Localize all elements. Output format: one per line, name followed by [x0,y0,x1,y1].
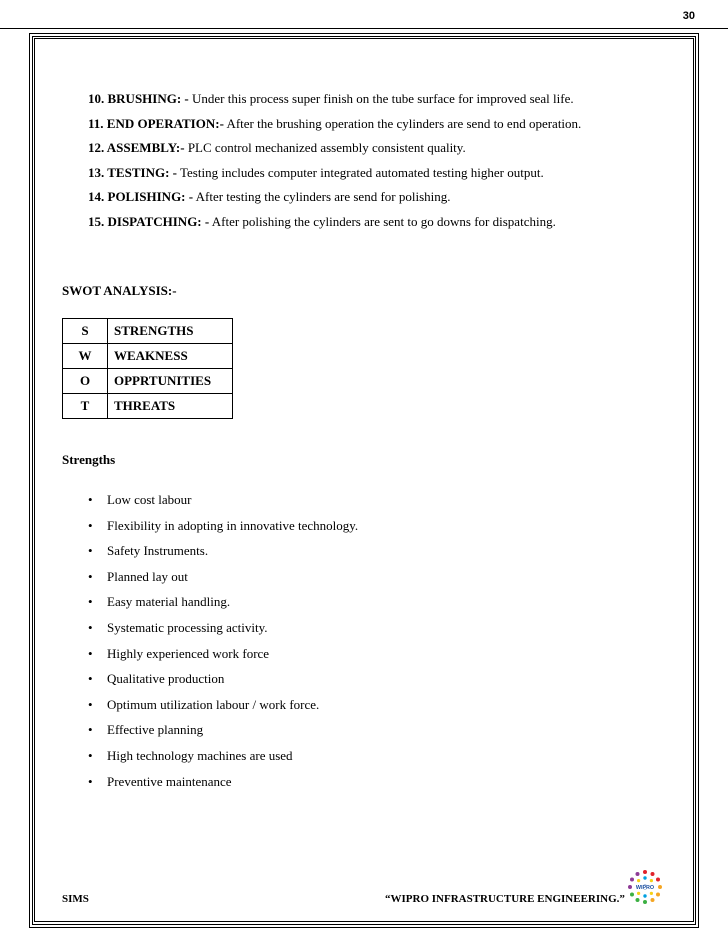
list-item: • Flexibility in adopting in innovative technology. [88,513,358,539]
wipro-logo-icon [626,868,664,906]
list-item: • Effective planning [88,717,358,743]
list-item: • Preventive maintenance [88,769,358,795]
list-item: • Systematic processing activity. [88,615,358,641]
swot-letter: S [63,319,108,344]
list-item: • Low cost labour [88,487,358,513]
swot-letter: O [63,369,108,394]
page-number: 30 [682,10,695,22]
process-step-desc: After testing the cylinders are send for polishing. [193,189,451,204]
swot-table [62,318,233,419]
strengths-list [88,487,358,794]
process-step-title: 12. ASSEMBLY:- [88,140,185,155]
list-item: • Planned lay out [88,564,358,590]
list-item: • Highly experienced work force [88,641,358,667]
process-step-title: 15. DISPATCHING: - [88,213,210,229]
process-step [88,185,581,210]
process-step [88,136,581,161]
process-step-desc: After the brushing operation the cylinders are send to end operation. [223,115,582,131]
swot-row [63,344,233,369]
swot-word: WEAKNESS [108,344,233,369]
process-step-desc: PLC control mechanized assembly consistent quality. [184,140,466,155]
swot-row [63,369,233,394]
swot-letter: T [63,394,108,419]
list-item: • Safety Instruments. [88,538,358,564]
process-step-desc: Testing includes computer integrated automated testing higher output. [176,164,544,180]
process-step [88,112,581,137]
process-step-desc: After polishing the cylinders are sent to go downs for dispatching. [209,213,556,229]
wipro-logo-text: WIPRO [635,885,655,891]
swot-row [63,319,233,344]
process-step [88,87,581,112]
list-item: • High technology machines are used [88,743,358,769]
swot-heading: SWOT ANALYSIS:- [62,283,177,298]
process-step-title: 11. END OPERATION:- [88,115,224,131]
footer-left-text: SIMS [62,893,89,905]
swot-word: THREATS [108,394,233,419]
process-step-title: 10. BRUSHING: - [88,91,189,106]
process-step [88,210,581,235]
process-step-title: 14. POLISHING: - [88,189,194,204]
list-item: • Easy material handling. [88,589,358,615]
list-item: • Optimum utilization labour / work force. [88,692,358,718]
strengths-heading: Strengths [62,452,116,467]
process-step-title: 13. TESTING: - [88,164,177,180]
header-rule [0,28,728,29]
swot-letter: W [63,344,108,369]
process-steps-list [88,87,581,234]
process-step [88,161,581,186]
swot-word: OPPRTUNITIES [108,369,233,394]
process-step-desc: Under this process super finish on the tube surface for improved seal life. [188,91,574,106]
swot-word: STRENGTHS [108,319,233,344]
list-item: • Qualitative production [88,666,358,692]
footer-right-text: “WIPRO INFRASTRUCTURE ENGINEERING.” [385,893,625,905]
swot-row [63,394,233,419]
